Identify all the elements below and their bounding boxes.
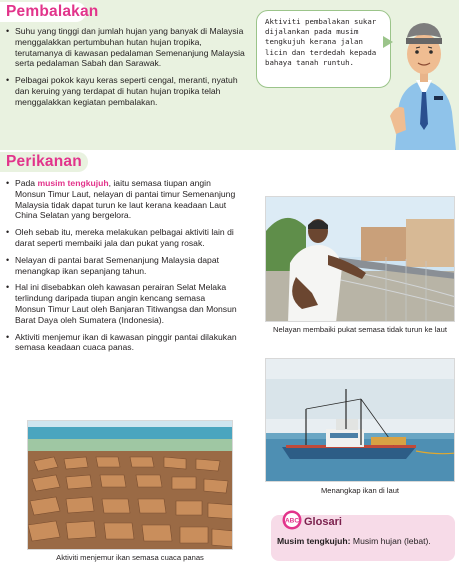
drying-fish-image xyxy=(28,421,233,550)
pembalakan-bullet: • Suhu yang tinggi dan jumlah hujan yang banyak di Malaysia menggalakkan pertumbuhan hutan hujan tropika, terutamanya di kawasan pedalaman Semenanjung Malaysia serta pedalaman Sabah dan Sarawak. xyxy=(6,26,250,69)
fishing-boat-image xyxy=(266,359,455,482)
perikanan-bullet: • Oleh sebab itu, mereka melakukan pelbagai aktiviti lain di darat seperti membaiki jala dan pukat yang rosak. xyxy=(6,227,238,249)
perikanan-bullet: • Aktiviti menjemur ikan di kawasan pinggir pantai dilakukan semasa keadaan cuaca panas. xyxy=(6,332,238,354)
speech-bubble xyxy=(256,10,391,88)
perikanan-bullet: • Hal ini disebabkan oleh kawasan perairan Selat Melaka terlindung daripada tiupan angin kencang semasa Monsun Timur Laut oleh Banjaran Titiwangsa dan Monsun Barat Daya oleh Sumatera (Indonesia). xyxy=(6,282,238,325)
glosari-definition: Musim hujan (lebat). xyxy=(350,536,431,546)
photo-mending-net xyxy=(265,196,455,322)
caption-fishing-boat: Menangkap ikan di laut xyxy=(320,486,400,495)
speech-text: Aktiviti pembalakan sukar dijalankan pada musim tengkujuh kerana jalan licin dan terdedah kepada bahaya tanah runtuh. xyxy=(265,17,377,67)
perikanan-bullet: • Nelayan di pantai barat Semenanjung Malaysia dapat menangkap ikan sepanjang tahun. xyxy=(6,255,238,277)
glosari-title: Glosari xyxy=(304,516,342,528)
photo-drying-fish xyxy=(27,420,233,550)
teacher-illustration xyxy=(390,4,459,150)
perikanan-bullet xyxy=(6,178,238,221)
pembalakan-heading: Pembalakan xyxy=(6,3,99,20)
photo-fishing-boat xyxy=(265,358,455,482)
glosari-entry xyxy=(277,536,447,547)
glosari-term: Musim tengkujuh: xyxy=(277,536,351,546)
caption-drying-fish: Aktiviti menjemur ikan semasa cuaca panas xyxy=(56,553,204,562)
caption-mending-net: Nelayan membaiki pukat semasa tidak turun ke laut xyxy=(273,325,447,334)
glosari-badge-icon xyxy=(282,510,302,530)
glosari-badge-label: ABC xyxy=(284,517,300,525)
bullet-text: Pada xyxy=(15,178,38,188)
mending-net-image xyxy=(266,197,455,322)
pembalakan-bullets xyxy=(6,26,250,114)
perikanan-heading: Perikanan xyxy=(6,153,82,170)
perikanan-bullets xyxy=(6,178,238,359)
keyword-musim-tengkujuh: musim tengkujuh xyxy=(37,178,109,188)
pembalakan-bullet: • Pelbagai pokok kayu keras seperti cengal, meranti, nyatuh dan keruing yang terdapat di hutan hujan tropika telah menggalakkan kegiatan pembalakan. xyxy=(6,75,250,107)
bullet-text: , iaitu semasa tiupan angin Monsun Timur Laut, nelayan di pantai timur Semenanjung Malaysia tidak dapat turun ke laut kerana keadaan Laut China Selatan yang bergelora. xyxy=(15,178,236,221)
